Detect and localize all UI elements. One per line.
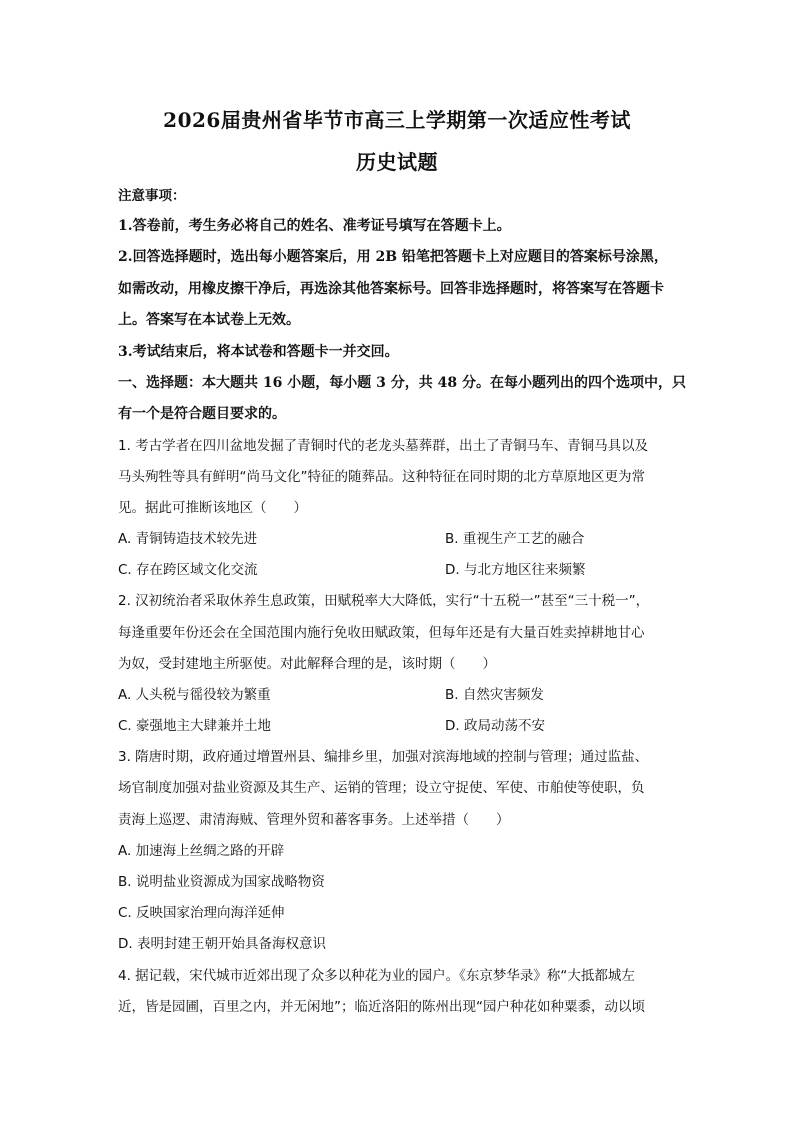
q3-option-d: D. 表明封建王朝开始具备海权意识 — [118, 936, 326, 952]
q3-stem-line-3: 责海上巡逻、肃清海贼、管理外贸和蕃客事务。上述举措（ ） — [118, 812, 510, 828]
note-2-line-1: 2.回答选择题时，选出每小题答案后，用 2B 铅笔把答题卡上对应题目的答案标号涂黑， — [118, 249, 668, 265]
note-2-line-2: 如需改动，用橡皮擦干净后，再选涂其他答案标号。回答非选择题时，将答案写在答题卡 — [118, 281, 664, 297]
q2-stem-line-1: 2. 汉初统治者采取休养生息政策，田赋税率大大降低，实行“十五税一”甚至“三十税一”， — [118, 593, 650, 609]
q1-stem-line-2: 马头殉牲等具有鲜明“尚马文化”特征的随葬品。这种特征在同时期的北方草原地区更为常 — [118, 469, 645, 485]
q3-option-c: C. 反映国家治理向海洋延伸 — [118, 905, 285, 921]
q1-option-a: A. 青铜铸造技术较先进 — [118, 531, 258, 547]
q1-option-b: B. 重视生产工艺的融合 — [445, 531, 585, 547]
q1-stem-line-1: 1. 考古学者在四川盆地发掘了青铜时代的老龙头墓葬群，出土了青铜马车、青铜马具以及 — [118, 438, 649, 454]
q4-stem-line-2: 近，皆是园圃，百里之内，并无闲地”；临近洛阳的陈州出现“园户种花如种粟黍，动以顷 — [118, 999, 645, 1015]
q3-stem-line-2: 场官制度加强对盐业资源及其生产、运销的管理；设立守捉使、军使、市舶使等使职，负 — [118, 780, 645, 796]
q1-option-d: D. 与北方地区往来频繁 — [445, 562, 586, 578]
q4-stem-line-1: 4. 据记载，宋代城市近郊出现了众多以种花为业的园户。《东京梦华录》称“大抵都城左 — [118, 968, 635, 984]
q2-option-a: A. 人头税与徭役较为繁重 — [118, 687, 271, 703]
note-3: 3.考试结束后，将本试卷和答题卡一并交回。 — [118, 344, 399, 360]
q3-option-b: B. 说明盐业资源成为国家战略物资 — [118, 874, 325, 890]
q3-stem-line-1: 3. 隋唐时期，政府通过增置州县、编排乡里，加强对滨海地域的控制与管理；通过监盐、 — [118, 749, 649, 765]
q2-option-d: D. 政局动荡不安 — [445, 718, 545, 734]
q2-stem-line-2: 每逢重要年份还会在全国范围内施行免收田赋政策，但每年还是有大量百姓卖掉耕地甘心 — [118, 625, 645, 641]
q2-option-c: C. 豪强地主大肆兼并土地 — [118, 718, 272, 734]
exam-subject: 历史试题 — [356, 150, 438, 174]
section-heading-line-1: 一、选择题：本大题共 16 小题，每小题 3 分，共 48 分。在每小题列出的四个选项中，只 — [118, 375, 686, 391]
q1-option-c: C. 存在跨区域文化交流 — [118, 562, 258, 578]
q2-stem-line-3: 为奴，受封建地主所驱使。对此解释合理的是，该时期（ ） — [118, 656, 496, 672]
q2-option-b: B. 自然灾害频发 — [445, 687, 544, 703]
note-2-line-3: 上。答案写在本试卷上无效。 — [118, 312, 300, 328]
section-heading-line-2: 有一个是符合题目要求的。 — [118, 406, 286, 422]
note-1: 1.答卷前，考生务必将自己的姓名、准考证号填写在答题卡上。 — [118, 218, 511, 234]
q3-option-a: A. 加速海上丝绸之路的开辟 — [118, 843, 285, 859]
exam-title: 2026届贵州省毕节市高三上学期第一次适应性考试 — [163, 108, 631, 132]
notes-heading: 注意事项： — [118, 188, 186, 204]
q1-stem-line-3: 见。据此可推断该地区（ ） — [118, 500, 307, 516]
